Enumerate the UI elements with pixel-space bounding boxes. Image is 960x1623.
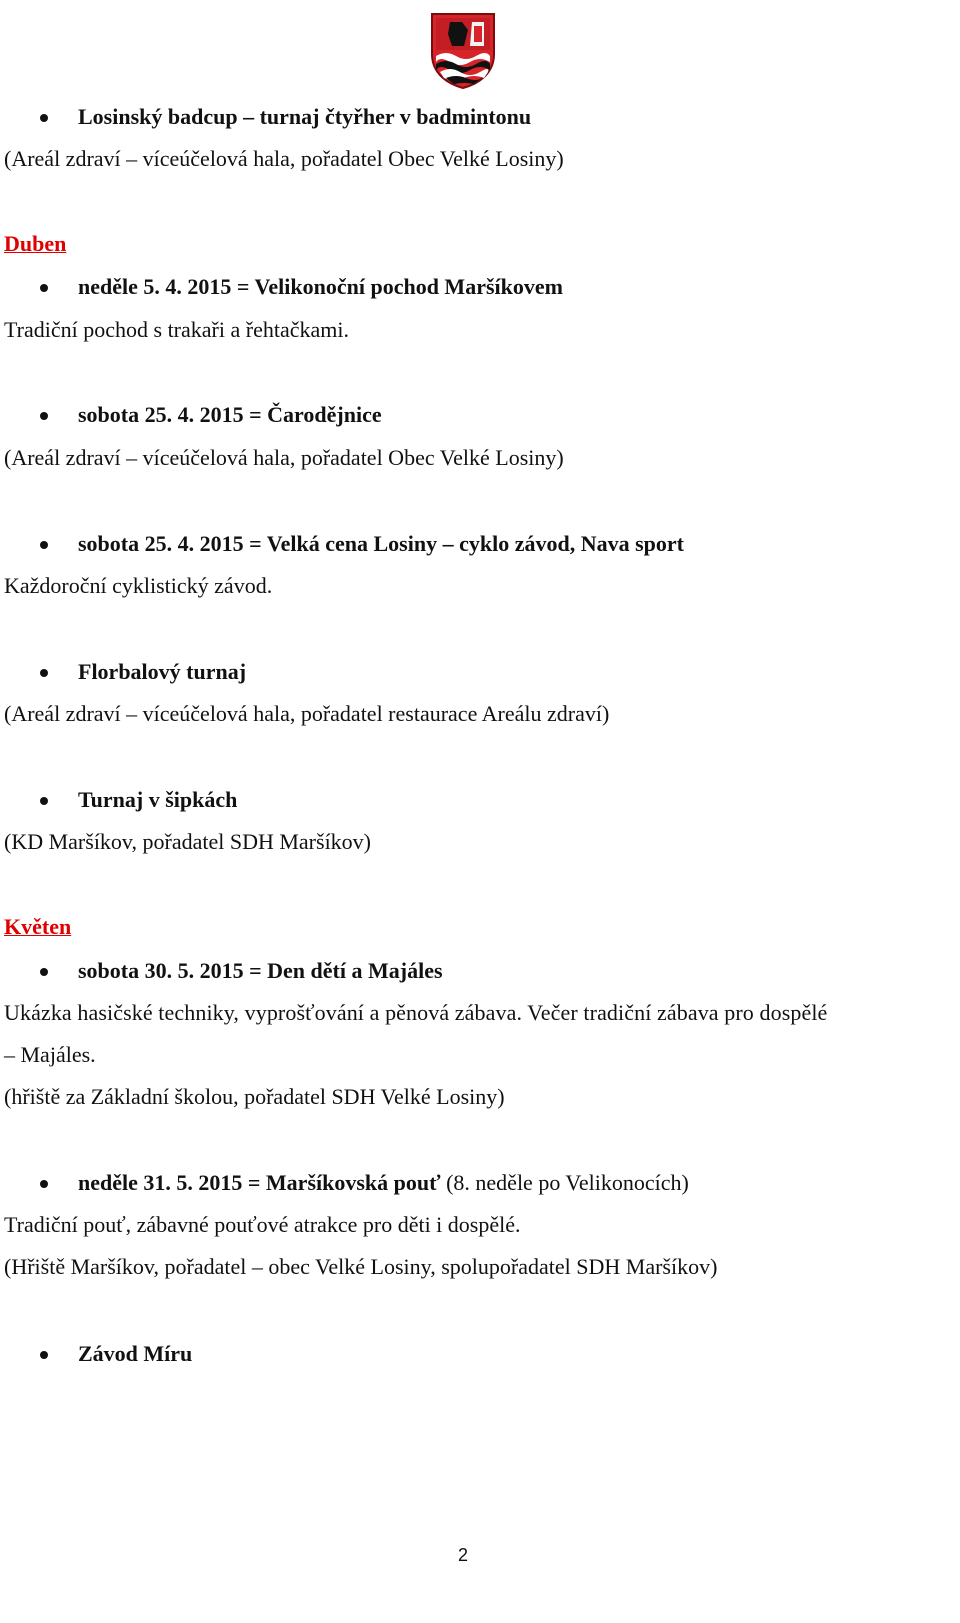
event-title: neděle 5. 4. 2015 = Velikonoční pochod Maršíkovem [78,274,563,299]
bullet-icon [40,1351,48,1359]
coat-of-arms-icon [428,10,498,90]
bullet-icon [40,412,48,420]
bullet-icon [40,284,48,292]
page-number: 2 [458,1545,469,1565]
event-title: Závod Míru [78,1341,193,1366]
event-details: (KD Maršíkov, pořadatel SDH Maršíkov) [4,829,372,854]
event-details: (Areál zdraví – víceúčelová hala, pořadatel Obec Velké Losiny) [4,146,564,171]
event-details: Každoroční cyklistický závod. [4,573,273,598]
event-details: Ukázka hasičské techniky, vyprošťování a pěnová zábava. Večer tradiční zábava pro dospělé [4,1000,828,1025]
event-title: Losinský badcup – turnaj čtyřher v badmintonu [78,104,532,129]
bullet-icon [40,968,48,976]
event-title-group [78,1170,689,1196]
event-details: (Areál zdraví – víceúčelová hala, pořadatel Obec Velké Losiny) [4,445,564,470]
bullet-icon [40,797,48,805]
month-heading-kveten: Květen [4,914,72,939]
event-title: neděle 31. 5. 2015 = Maršíkovská pouť [78,1170,441,1195]
event-details: (hřiště za Základní školou, pořadatel SDH Velké Losiny) [4,1084,505,1109]
bullet-icon [40,541,48,549]
event-details: (Hřiště Maršíkov, pořadatel – obec Velké Losiny, spolupořadatel SDH Maršíkov) [4,1254,718,1279]
event-details: Tradiční pochod s trakaři a řehtačkami. [4,317,349,342]
event-details: (Areál zdraví – víceúčelová hala, pořadatel restaurace Areálu zdraví) [4,701,610,726]
event-title: sobota 25. 4. 2015 = Velká cena Losiny – cyklo závod, Nava sport [78,531,684,556]
event-details: – Majáles. [4,1042,96,1067]
event-title: Turnaj v šipkách [78,787,238,812]
event-details: Tradiční pouť, zábavné pouťové atrakce pro děti i dospělé. [4,1212,521,1237]
event-title: sobota 25. 4. 2015 = Čarodějnice [78,402,382,427]
event-title: Florbalový turnaj [78,659,247,684]
bullet-icon [40,114,48,122]
event-title: sobota 30. 5. 2015 = Den dětí a Majáles [78,958,443,983]
bullet-icon [40,1180,48,1188]
bullet-icon [40,669,48,677]
event-title-note: (8. neděle po Velikonocích) [440,1170,689,1195]
month-heading-duben: Duben [4,231,67,256]
